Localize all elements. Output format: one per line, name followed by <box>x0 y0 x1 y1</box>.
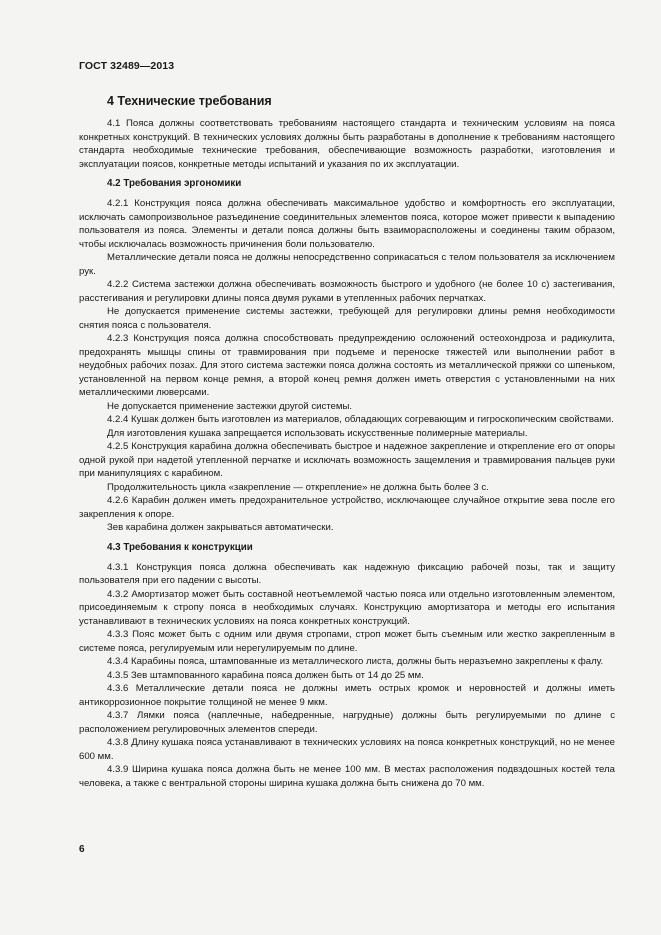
clause-4-2-5: 4.2.5 Конструкция карабина должна обеспечивать быстрое и надежное закрепление и открепление его от опоры одной рукой при надетой утепленной перчатке и исключать возможность защемления и травмирования пальцев руки при манипуляциях с карабином. <box>79 441 615 479</box>
clause-4-2-3: 4.2.3 Конструкция пояса должна способствовать предупреждению осложнений остеохондроза и радикулита, предохранять мышцы спины от травмирования при подъеме и переноске тяжестей или выполнении работ в неудобных рабочих позах. Для этого система застежки пояса должна состоять из металлической пряжки со шпеньком, установленной на первом конце ремня, а второй конец ремня должен иметь отверстия с установленными на них металлическими люверсами. <box>79 333 615 398</box>
standard-header: ГОСТ 32489—2013 <box>79 60 175 72</box>
clause-4-2-6: 4.2.6 Карабин должен иметь предохранительное устройство, исключающее случайное открытие зева после его закрепления к опоре. <box>79 495 615 520</box>
clause-4-2-6-note: Зев карабина должен закрываться автоматически. <box>107 522 334 533</box>
clause-4-3-2: 4.3.2 Амортизатор может быть составной неотъемлемой частью пояса или отдельно изготовленным элементом, присоединяемым к стропу пояса в необходимых случаях. Конструкцию амортизатора и методы его испытания устанавливают в технических условиях на пояса конкретных конструкций. <box>79 588 615 627</box>
clause-4-3-8: 4.3.8 Длину кушака пояса устанавливают в технических условиях на пояса конкретных конструкций, но не менее 600 мм. <box>79 737 615 762</box>
clause-4-3-6: 4.3.6 Металлические детали пояса не должны иметь острых кромок и неровностей и должны иметь антикоррозионное покрытие толщиной не менее 9 мкм. <box>79 683 615 708</box>
clause-4-3-1: 4.3.1 Конструкция пояса должна обеспечивать как надежную фиксацию рабочей позы, так и защиту пользователя при его падении с высоты. <box>79 561 615 586</box>
clause-4-3-7: 4.3.7 Лямки пояса (наплечные, набедренные, нагрудные) должны быть регулируемыми по длине с расположением регулировочных элементов спереди. <box>79 710 615 735</box>
clause-4-2-1-note: Металлические детали пояса не должны непосредственно соприкасаться с телом пользователя за исключением рук. <box>79 252 615 277</box>
document-body <box>79 94 615 790</box>
clause-4-2-2: 4.2.2 Система застежки должна обеспечивать возможность быстрого и удобного (не более 10 с) застегивания, расстегивания и регулировки длины пояса двумя руками в утепленных рабочих перчатках. <box>79 279 615 304</box>
section-4-2-title: 4.2 Требования эргономики <box>107 178 242 189</box>
clause-4-3-4: 4.3.4 Карабины пояса, штампованные из металлического листа, должны быть неразъемно закреплены к фалу. <box>107 656 604 667</box>
clause-4-1: 4.1 Пояса должны соответствовать требованиям настоящего стандарта и техническим условиям на пояса конкретных конструкций. В технических условиях должны быть разработаны в дополнение к требованиям настоящего стандарта необходимые технические требования, обеспечивающие возможность разработки, изготовления и эксплуатации поясов, конкретные методы испытаний и указания по их эксплуатации. <box>79 118 615 170</box>
clause-4-3-9: 4.3.9 Ширина кушака пояса должна быть не менее 100 мм. В местах расположения подвздошных костей тела человека, а также с вентральной стороны ширина кушака должна быть снижена до 70 мм. <box>79 764 615 789</box>
clause-4-2-4: 4.2.4 Кушак должен быть изготовлен из материалов, обладающих согревающим и гигроскопическим свойствами. <box>107 414 614 425</box>
clause-4-2-1: 4.2.1 Конструкция пояса должна обеспечивать максимальное удобство и комфортность его эксплуатации, исключать самопроизвольное разъединение соединительных элементов пояса, которое может привести к выпадению пользователя из пояса. Элементы и детали пояса должны быть взаиморасположены и соединены таким образом, чтобы исключалась возможность причинения боли пользователю. <box>79 198 615 250</box>
section-4-title: 4 Технические требования <box>107 94 272 108</box>
clause-4-2-2-note: Не допускается применение системы застежки, требующей для регулировки длины ремня необходимости снятия пояса с пользователя. <box>79 306 615 331</box>
clause-4-2-5-note: Продолжительность цикла «закрепление — открепление» не должна быть более 3 с. <box>107 481 489 493</box>
section-4-3-title: 4.3 Требования к конструкции <box>107 541 253 553</box>
clause-4-3-5: 4.3.5 Зев штампованного карабина пояса должен быть от 14 до 25 мм. <box>107 669 424 681</box>
clause-4-3-3: 4.3.3 Пояс может быть с одним или двумя стропами, строп может быть съемным или жестко закрепленным в системе пояса, регулируемым или нерегулируемым по длине. <box>79 629 615 654</box>
clause-4-2-4-note: Для изготовления кушака запрещается использовать искусственные полимерные материалы. <box>107 427 528 439</box>
page-number: 6 <box>79 844 85 855</box>
clause-4-2-3-note: Не допускается применение застежки другой системы. <box>107 400 353 412</box>
